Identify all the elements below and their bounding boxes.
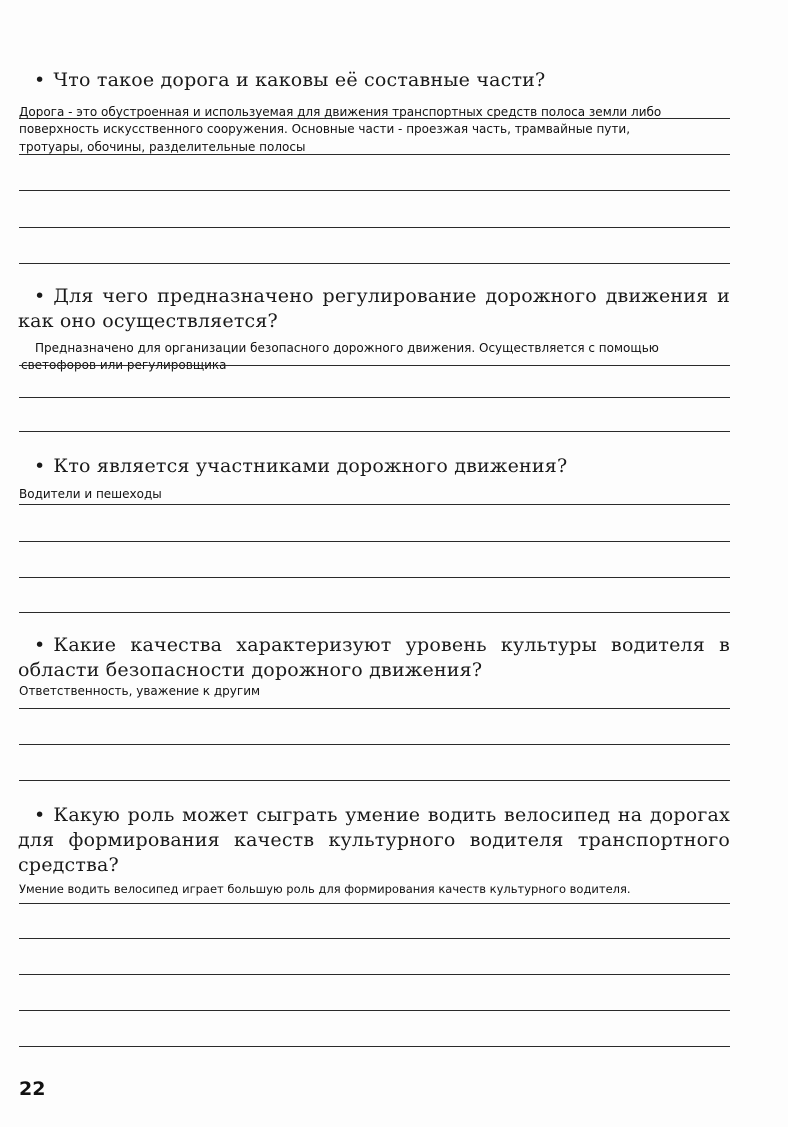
- question-2: [18, 284, 730, 334]
- answer-2-line-2: светофоров или регулировщика: [21, 358, 227, 372]
- answer-rule: [19, 744, 730, 745]
- bullet-icon: •: [34, 285, 46, 307]
- bullet-icon: •: [34, 69, 46, 91]
- bullet-icon: •: [34, 634, 46, 656]
- question-5-text: Какую роль может сыграть умение водить велосипед на дорогах для формирования качеств культурного водителя транспортного средства?: [18, 804, 730, 876]
- answer-rule: [19, 612, 730, 613]
- question-1-text: Что такое дорога и каковы её составные части?: [53, 69, 546, 91]
- question-1: [18, 68, 730, 93]
- page-number: 22: [19, 1078, 46, 1100]
- answer-rule: [19, 190, 730, 191]
- answer-rule: [19, 227, 730, 228]
- answer-rule: [19, 431, 730, 432]
- question-5: [18, 803, 730, 878]
- answer-2-line-1: Предназначено для организации безопасного дорожного движения. Осуществляется с помощью: [35, 341, 659, 355]
- answer-4-line-1: Ответственность, уважение к другим: [19, 684, 261, 698]
- answer-rule: [19, 903, 730, 904]
- answer-3-line-1: Водители и пешеходы: [19, 487, 162, 501]
- answer-5-line-1: Умение водить велосипед играет большую роль для формирования качеств культурного водителя.: [19, 882, 631, 896]
- answer-rule: [19, 154, 730, 155]
- answer-rule: [19, 397, 730, 398]
- answer-1-line-3: тротуары, обочины, разделительные полосы: [19, 140, 306, 154]
- bullet-icon: •: [34, 455, 46, 477]
- answer-rule: [19, 541, 730, 542]
- question-2-text: Для чего предназначено регулирование дорожного движения и как оно осуществляется?: [18, 285, 730, 332]
- question-4-text: Какие качества характеризуют уровень культуры водителя в области безопасности дорожного движения?: [18, 634, 730, 681]
- answer-rule: [19, 365, 730, 366]
- answer-rule: [19, 708, 730, 709]
- answer-rule: [19, 1010, 730, 1011]
- question-3: [18, 454, 730, 479]
- answer-1-line-1: Дорога - это обустроенная и используемая для движения транспортных средств полоса земли либо: [19, 105, 662, 119]
- answer-rule: [19, 504, 730, 505]
- answer-rule: [19, 780, 730, 781]
- answer-rule: [19, 938, 730, 939]
- question-3-text: Кто является участниками дорожного движения?: [53, 455, 568, 477]
- answer-rule: [19, 118, 730, 119]
- bullet-icon: •: [34, 804, 46, 826]
- answer-rule: [19, 974, 730, 975]
- answer-rule: [19, 577, 730, 578]
- answer-1-line-2: поверхность искусственного сооружения. Основные части - проезжая часть, трамвайные пути,: [19, 122, 631, 136]
- answer-rule: [19, 263, 730, 264]
- question-4: [18, 633, 730, 683]
- answer-rule: [19, 1046, 730, 1047]
